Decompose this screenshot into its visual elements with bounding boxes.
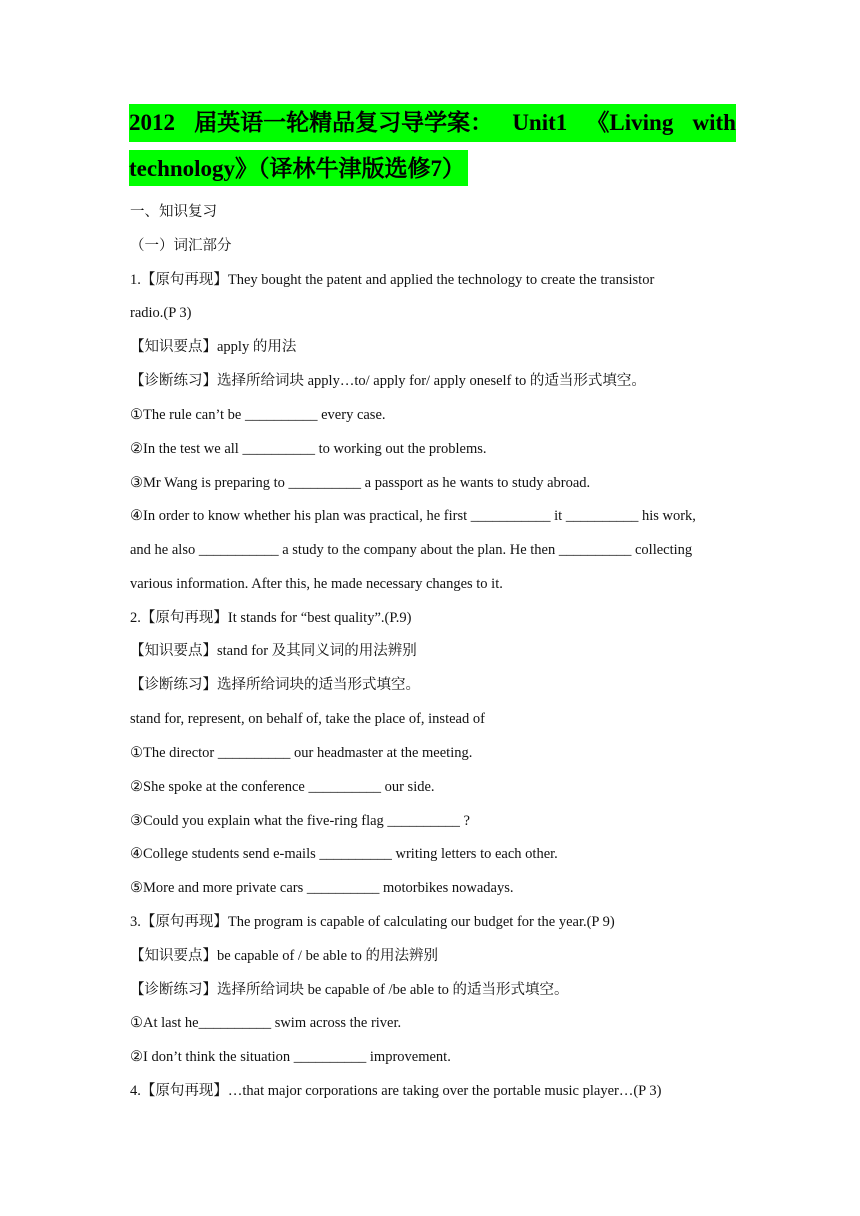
- text-line: 【知识要点】apply 的用法: [130, 339, 297, 355]
- exercise-line: ①At last he__________ swim across the river.: [130, 1015, 402, 1031]
- text-line: stand for, represent, on behalf of, take the place of, instead of: [130, 711, 485, 727]
- text-line: 4.【原句再现】…that major corporations are taking over the portable music player…(P 3): [130, 1083, 662, 1099]
- document-title-line-2: technology》（译林牛津版选修7）: [129, 150, 468, 186]
- title-word: with: [692, 110, 736, 135]
- text-line: radio.(P 3): [130, 305, 192, 321]
- text-line: 【知识要点】be capable of / be able to 的用法辨别: [130, 948, 439, 964]
- exercise-line: ①The rule can’t be __________ every case.: [130, 407, 386, 423]
- exercise-line: ①The director __________ our headmaster at the meeting.: [130, 745, 473, 761]
- exercise-line: ③Mr Wang is preparing to __________ a passport as he wants to study abroad.: [130, 475, 591, 491]
- text-line: 1.【原句再现】They bought the patent and applied the technology to create the transistor: [130, 272, 655, 288]
- text-line: 2.【原句再现】It stands for “best quality”.(P.9): [130, 610, 412, 626]
- text-line: 【诊断练习】选择所给词块 be capable of /be able to 的适当形式填空。: [130, 982, 569, 998]
- exercise-line: various information. After this, he made necessary changes to it.: [130, 576, 503, 592]
- exercise-line: ②I don’t think the situation __________ improvement.: [130, 1049, 451, 1065]
- text-line: 【知识要点】stand for 及其同义词的用法辨别: [130, 643, 417, 659]
- section-heading: 一、知识复习: [130, 204, 217, 220]
- title-word: 《Living: [586, 110, 674, 135]
- subsection-heading: （一）词汇部分: [130, 238, 232, 254]
- exercise-line: ⑤More and more private cars __________ motorbikes nowadays.: [130, 880, 514, 896]
- title-word: 届英语一轮精品复习导学案：: [194, 110, 494, 135]
- title-word: Unit1: [512, 110, 568, 135]
- exercise-line: ④College students send e-mails __________ writing letters to each other.: [130, 846, 558, 862]
- document-title-line-1: [129, 104, 736, 142]
- text-line: 3.【原句再现】The program is capable of calculating our budget for the year.(P 9): [130, 914, 615, 930]
- exercise-line: ②In the test we all __________ to working out the problems.: [130, 441, 487, 457]
- exercise-line: and he also ___________ a study to the company about the plan. He then __________ collecting: [130, 542, 693, 558]
- exercise-line: ④In order to know whether his plan was practical, he first ___________ it __________ his work,: [130, 508, 696, 524]
- text-line: 【诊断练习】选择所给词块 apply…to/ apply for/ apply oneself to 的适当形式填空。: [130, 373, 646, 389]
- title-word: 2012: [129, 110, 175, 135]
- text-line: 【诊断练习】选择所给词块的适当形式填空。: [130, 677, 420, 693]
- exercise-line: ②She spoke at the conference __________ our side.: [130, 779, 435, 795]
- exercise-line: ③Could you explain what the five-ring flag __________ ?: [130, 813, 470, 829]
